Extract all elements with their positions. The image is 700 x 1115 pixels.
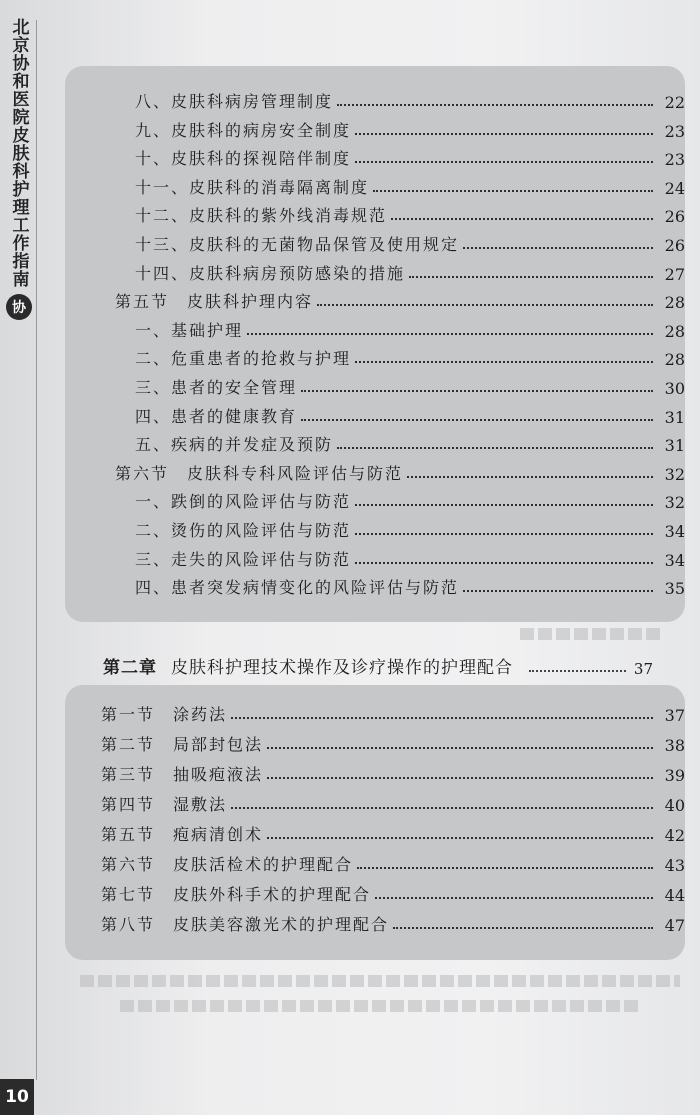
- dot-leader: [391, 218, 653, 220]
- toc-section-row[interactable]: [65, 879, 685, 905]
- bleed-through-text: [120, 1000, 640, 1012]
- toc-section-row[interactable]: [65, 909, 685, 935]
- toc-section-row[interactable]: [65, 699, 685, 725]
- publisher-logo: 协: [6, 294, 32, 320]
- toc-page-number: 23: [664, 121, 685, 141]
- toc-page-number: 28: [664, 321, 685, 341]
- toc-entry-label: [65, 461, 403, 484]
- toc-entry-label: 三、患者的安全管理: [135, 378, 298, 397]
- toc-entry-label: [65, 702, 227, 725]
- toc-page-number: 32: [664, 493, 685, 513]
- toc-section-row[interactable]: [65, 819, 685, 845]
- toc-item-row[interactable]: [65, 315, 685, 341]
- toc-item-row[interactable]: [65, 343, 685, 369]
- book-title: 北京协和医院皮肤科护理工作指南: [8, 18, 29, 288]
- dot-leader: [463, 247, 653, 249]
- toc-entry-label: [65, 852, 353, 875]
- toc-entry-label: [65, 289, 313, 312]
- section-number: 第五节: [101, 825, 156, 844]
- toc-page-number: 28: [664, 293, 685, 313]
- toc-page-number: 43: [664, 856, 685, 875]
- dot-leader: [231, 717, 653, 719]
- dot-leader: [355, 504, 653, 506]
- section-title: 涂药法: [173, 705, 228, 724]
- dot-leader: [529, 670, 626, 672]
- dot-leader: [393, 927, 653, 929]
- toc-section-row[interactable]: [65, 286, 685, 312]
- section-title: 皮肤科护理内容: [187, 292, 314, 312]
- toc-page-number: 31: [664, 407, 685, 427]
- section-number: 第一节: [101, 705, 156, 724]
- section-number: 第八节: [101, 915, 156, 934]
- toc-item-row[interactable]: [65, 258, 685, 284]
- section-title: 皮肤美容激光术的护理配合: [173, 915, 390, 934]
- toc-item-row[interactable]: [65, 229, 685, 255]
- toc-item-row[interactable]: [65, 86, 685, 112]
- section-number: 第二节: [101, 735, 156, 754]
- toc-page-number: 40: [664, 796, 685, 815]
- toc-entry-label: [65, 732, 263, 755]
- section-title: 局部封包法: [173, 735, 264, 754]
- chapter-title: 皮肤科护理技术操作及诊疗操作的护理配合: [171, 658, 513, 678]
- dot-leader: [267, 777, 653, 779]
- toc-item-row[interactable]: [65, 115, 685, 141]
- toc-page-number: 26: [664, 236, 685, 255]
- toc-entry-label: 二、危重患者的抢救与护理: [135, 349, 352, 369]
- dot-leader: [355, 533, 653, 535]
- toc-entry-label: [65, 912, 389, 935]
- toc-page-number: 23: [664, 150, 685, 170]
- toc-entry-label: 十、皮肤科的探视陪伴制度: [135, 149, 352, 169]
- toc-page-number: 34: [664, 550, 685, 570]
- toc-page-number: 38: [664, 736, 685, 755]
- toc-entry-label: 十三、皮肤科的无菌物品保管及使用规定: [135, 235, 460, 254]
- toc-entry-label: 八、皮肤科病房管理制度: [135, 92, 334, 111]
- toc-item-row[interactable]: [65, 372, 685, 398]
- toc-entry-label: [65, 822, 263, 845]
- chapter-heading[interactable]: [103, 650, 653, 678]
- dot-leader: [373, 190, 653, 192]
- toc-page-number: 39: [664, 766, 685, 785]
- spine-header: [4, 18, 34, 320]
- toc-item-row[interactable]: [65, 486, 685, 512]
- toc-entry-label: [65, 882, 371, 905]
- dot-leader: [301, 390, 653, 392]
- toc-entry-label: 五、疾病的并发症及预防: [135, 435, 334, 455]
- section-title: 皮肤外科手术的护理配合: [173, 885, 372, 904]
- toc-page-number: 24: [664, 178, 685, 198]
- toc-page-number: 22: [664, 93, 685, 112]
- toc-block-chapter-2: [65, 685, 685, 960]
- dot-leader: [463, 590, 653, 592]
- toc-entry-label: 四、患者的健康教育: [135, 406, 298, 426]
- toc-page-number: 27: [664, 264, 685, 284]
- section-title: 皮肤科专科风险评估与防范: [187, 463, 404, 483]
- toc-entry-label: 一、跌倒的风险评估与防范: [135, 492, 352, 512]
- dot-leader: [301, 419, 653, 421]
- toc-entry-label: [65, 762, 263, 785]
- dot-leader: [247, 333, 653, 335]
- toc-page-number: 30: [664, 379, 685, 398]
- toc-entry-label: 三、走失的风险评估与防范: [135, 549, 352, 569]
- section-number: 第三节: [101, 765, 156, 784]
- dot-leader: [357, 867, 653, 869]
- dot-leader: [267, 837, 653, 839]
- toc-item-row[interactable]: [65, 143, 685, 169]
- dot-leader: [337, 447, 653, 449]
- dot-leader: [337, 104, 653, 106]
- toc-page-number: 35: [664, 579, 685, 599]
- toc-page-number: 34: [664, 522, 685, 541]
- toc-page-number: 28: [664, 350, 685, 370]
- toc-entry-label: 一、基础护理: [135, 320, 244, 340]
- toc-section-row[interactable]: [65, 458, 685, 484]
- toc-section-row[interactable]: [65, 789, 685, 815]
- toc-entry-label: 二、烫伤的风险评估与防范: [135, 521, 352, 540]
- toc-entry-label: 九、皮肤科的病房安全制度: [135, 120, 352, 140]
- section-number: 第五节: [115, 292, 170, 312]
- toc-item-row[interactable]: [65, 401, 685, 427]
- toc-item-row[interactable]: [65, 544, 685, 570]
- toc-section-row[interactable]: [65, 729, 685, 755]
- dot-leader: [317, 304, 653, 306]
- toc-block-chapter-1: [65, 66, 685, 622]
- section-number: 第六节: [115, 463, 170, 483]
- toc-item-row[interactable]: [65, 515, 685, 541]
- toc-item-row[interactable]: [65, 429, 685, 455]
- dot-leader: [409, 276, 653, 278]
- chapter-number: 第二章: [103, 658, 157, 678]
- spine-divider: [36, 20, 37, 1080]
- section-number: 第六节: [101, 855, 156, 874]
- toc-page-number: 37: [664, 706, 685, 725]
- section-number: 第七节: [101, 885, 156, 904]
- bleed-through-text: [520, 628, 660, 640]
- toc-page-number: 42: [664, 826, 685, 845]
- toc-page-number: 47: [664, 916, 685, 935]
- toc-section-row[interactable]: [65, 849, 685, 875]
- toc-item-row[interactable]: [65, 572, 685, 598]
- dot-leader: [355, 161, 653, 163]
- dot-leader: [231, 807, 653, 809]
- chapter-page: 37: [633, 660, 653, 678]
- toc-entry-label: 十四、皮肤科病房预防感染的措施: [135, 263, 406, 283]
- dot-leader: [267, 747, 653, 749]
- section-title: 湿敷法: [173, 795, 228, 814]
- toc-page-number: 26: [664, 207, 685, 227]
- toc-item-row[interactable]: [65, 172, 685, 198]
- toc-entry-label: 四、患者突发病情变化的风险评估与防范: [135, 578, 460, 598]
- bleed-through-text: [80, 975, 680, 987]
- toc-section-row[interactable]: [65, 759, 685, 785]
- dot-leader: [375, 897, 653, 899]
- page-number: 10: [0, 1079, 34, 1115]
- toc-item-row[interactable]: [65, 200, 685, 226]
- section-number: 第四节: [101, 795, 156, 814]
- dot-leader: [355, 133, 653, 135]
- dot-leader: [407, 476, 653, 478]
- toc-page-number: 31: [664, 436, 685, 456]
- dot-leader: [355, 361, 653, 363]
- toc-entry-label: 十二、皮肤科的紫外线消毒规范: [135, 206, 388, 226]
- toc-page-number: 44: [664, 886, 685, 905]
- section-title: 皮肤活检术的护理配合: [173, 855, 354, 874]
- dot-leader: [355, 562, 653, 564]
- section-title: 疱病清创术: [173, 825, 264, 844]
- toc-page-number: 32: [664, 464, 685, 484]
- toc-entry-label: [65, 792, 227, 815]
- toc-entry-label: 十一、皮肤科的消毒隔离制度: [135, 177, 370, 197]
- section-title: 抽吸疱液法: [173, 765, 264, 784]
